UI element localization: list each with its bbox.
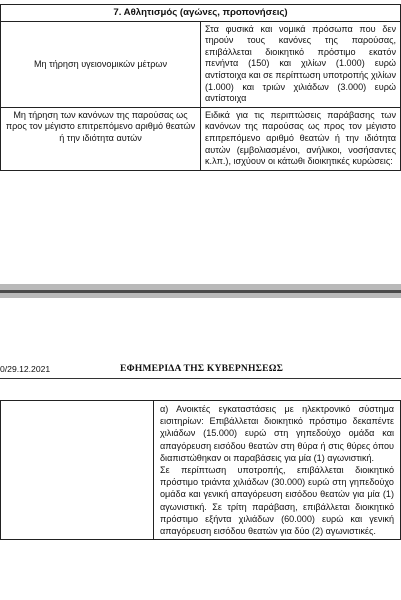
sanction-cell: Στα φυσικά και νομικά πρόσωπα που δεν τηρούν τους κανόνες της παρούσας, επιβάλλεται διοικητικό πρόστιμο εκατόν πενήντα (150) και χιλίων (1.000) ευρώ αντίστοιχα και σε περίπτωση υποτροπής χιλίων (1.000) και τριών χιλιάδων (3.000) ευρώ αντίστοιχα xyxy=(201,21,401,107)
table-row xyxy=(1,107,401,170)
page-bottom xyxy=(0,298,401,600)
sanction-paragraph-recidivism: Σε περίπτωση υποτροπής, επιβάλλεται διοικητικό πρόστιμο τριάντα χιλιάδων (30.000) ευρώ στη γηπεδούχο ομάδα και γενική απαγόρευση εισόδου θεατών για μία (1) αγωνιστική. Σε τρίτη παράβαση, επιβάλλεται διοικητικό πρόστιμο εξήντα χιλιάδων (60.000) ευρώ και γενική απαγόρευση εισόδου θεατών για δύο (2) αγωνιστικές. xyxy=(160,465,394,537)
page-separator xyxy=(0,284,401,298)
violation-cell: Μη τήρηση υγειονομικών μέτρων xyxy=(1,21,201,107)
violation-cell-empty xyxy=(1,401,154,540)
issue-date: 0/29.12.2021 xyxy=(0,364,51,374)
header-rule xyxy=(0,378,401,379)
table-row xyxy=(1,401,401,540)
violation-cell: Μη τήρηση των κανόνων της παρούσας ως προς τον μέγιστο επιτρεπόμενο αριθμό θεατών ή την ιδιότητα αυτών xyxy=(1,107,201,170)
table-row xyxy=(1,21,401,107)
page-top xyxy=(0,0,401,284)
table-heading: 7. Αθλητισμός (αγώνες, προπονήσεις) xyxy=(1,5,401,22)
sanction-cell: Ειδικά για τις περιπτώσεις παράβασης των κανόνων της παρούσας ως προς τον μέγιστο επιτρεπόμενο αριθμό θεατών ή την ιδιότητα αυτών (εμβολιασμένοι, ανήλικοι, νοσήσαντες κ.λπ.), ισχύουν οι κάτωθι διοικητικές κυρώσεις: xyxy=(201,107,401,170)
sanctions-table-continued xyxy=(0,400,401,540)
sanction-cell xyxy=(154,401,401,540)
sanction-paragraph-open-venues: α) Ανοικτές εγκαταστάσεις με ηλεκτρονικό σύστημα εισιτηρίων: Επιβάλλεται διοικητικό πρόστιμο δεκαπέντε χιλιάδων (15.000) ευρώ στη γηπεδούχο ομάδα και απαγόρευση εισόδου θεατών στη θύρα ή στις θύρες όπου διαπιστώθηκαν οι παραβάσεις για μία (1) αγωνιστική. xyxy=(160,404,394,463)
separator-line xyxy=(0,290,401,293)
sanctions-table-sports xyxy=(0,4,401,171)
journal-title: ΕΦΗΜΕΡΙΔΑ ΤΗΣ ΚΥΒΕΡΝΗΣΕΩΣ xyxy=(120,363,284,374)
